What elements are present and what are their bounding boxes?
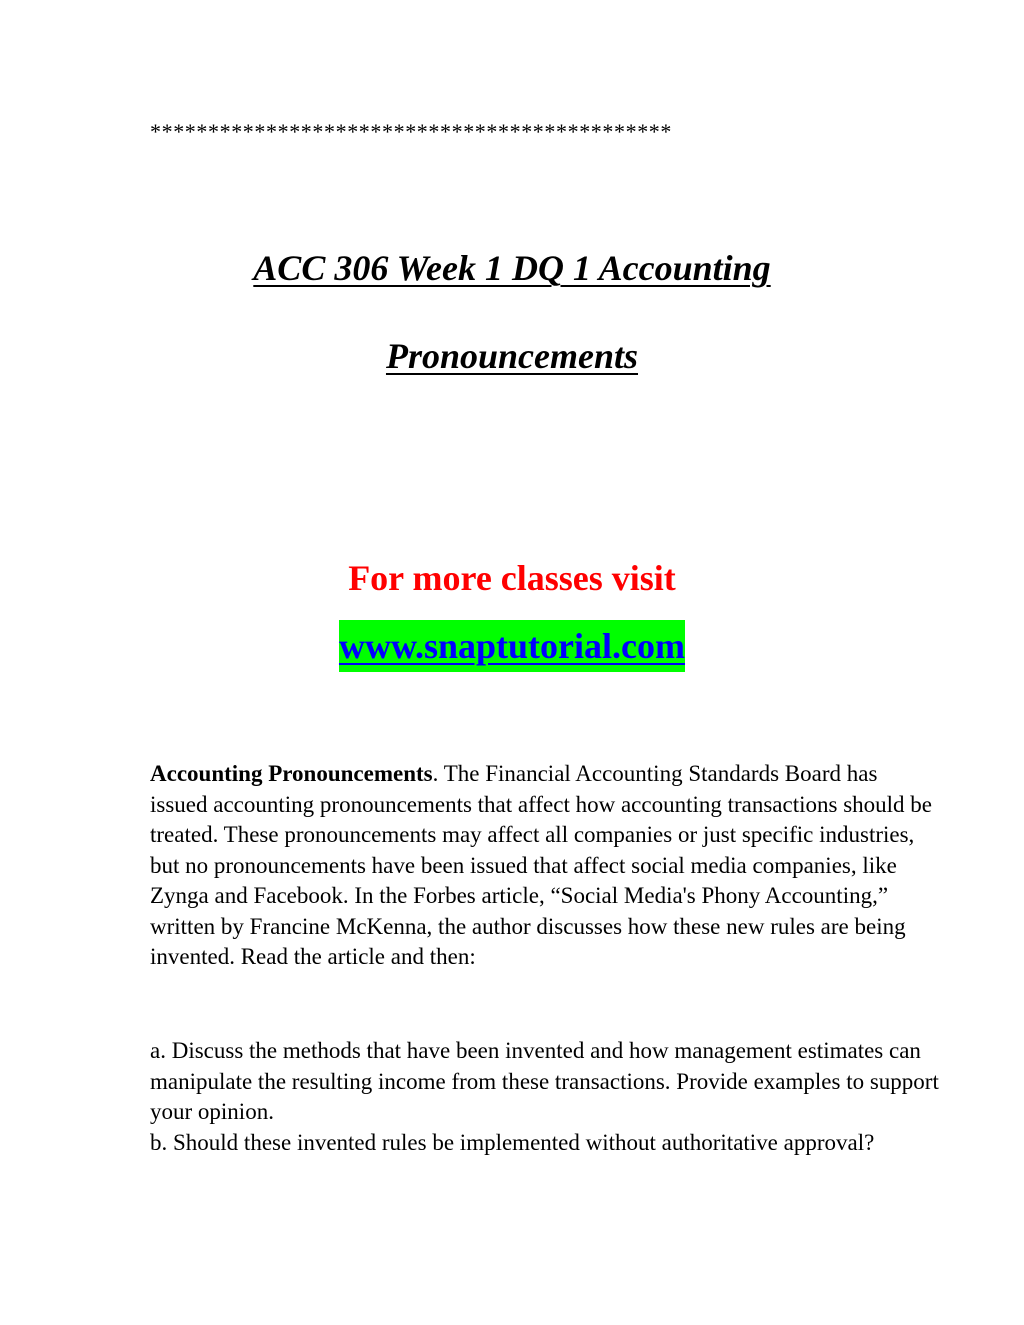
asterisk-divider: ********************************************* [150,119,672,144]
title-text-1: ACC 306 Week 1 DQ 1 Accounting [253,248,771,288]
intro-text: . The Financial Accounting Standards Board has issued accounting pronouncements that affect how accounting transactions should be treated. These pronouncements may affect all companies or just specific industries, but no pronouncements have been issued that affect social media companies, like Zynga and Facebook. In the Forbes article, “Social Media's Phony Accounting,” written by Francine McKenna, the author discusses how these new rules are being invented. Read the article and then: [150,761,932,969]
question-a: a. Discuss the methods that have been invented and how management estimates can manipulate the resulting income from these transactions. Provide examples to support your opinion. [150,1038,939,1124]
title-text-2: Pronouncements [385,336,639,376]
website-link[interactable]: www.snaptutorial.com [339,620,685,672]
question-b: b. Should these invented rules be implemented without authoritative approval? [150,1130,875,1155]
document-title-line-1 [0,246,1024,290]
document-title-line-2 [0,334,1024,378]
intro-lead: Accounting Pronouncements [150,761,433,786]
promo-text: For more classes visit [348,558,676,598]
intro-paragraph [120,759,940,973]
promo-link-container [0,620,1024,680]
